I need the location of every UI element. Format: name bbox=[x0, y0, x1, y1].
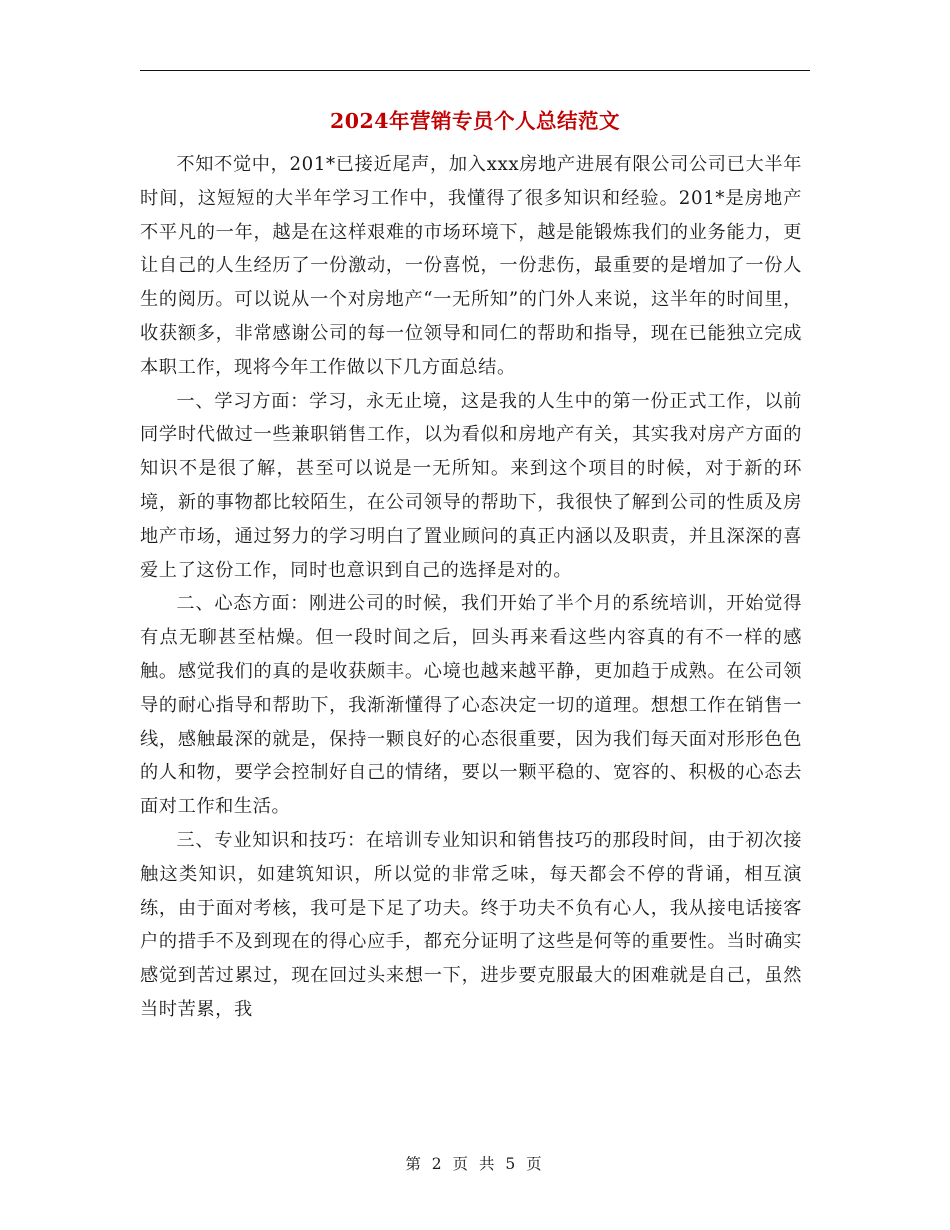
paragraph-skills: 三、专业知识和技巧：在培训专业知识和销售技巧的那段时间，由于初次接触这类知识，如建筑知识，所以觉的非常乏味，每天都会不停的背诵，相互演练，由于面对考核，我可是下足了功夫。终于功夫不负有心人，我从接电话接客户的措手不及到现在的得心应手，都充分证明了这些是何等的重要性。当时确实感觉到苦过累过，现在回过头来想一下，进步要克服最大的困难就是自己，虽然当时苦累，我 bbox=[140, 829, 802, 1020]
document-body bbox=[140, 148, 802, 1027]
document-title: 2024年营销专员个人总结范文 bbox=[329, 109, 621, 133]
paragraph-mindset: 二、心态方面：刚进公司的时候，我们开始了半个月的系统培训，开始觉得有点无聊甚至枯燥。但一段时间之后，回头再来看这些内容真的有不一样的感触。感觉我们的真的是收获颇丰。心境也越来越平静，更加趋于成熟。在公司领导的耐心指导和帮助下，我渐渐懂得了心态决定一切的道理。想想工作在销售一线，感触最深的就是，保持一颗良好的心态很重要，因为我们每天面对形形色色的人和物，要学会控制好自己的情绪，要以一颗平稳的、宽容的、积极的心态去面对工作和生活。 bbox=[140, 593, 802, 818]
header-rule bbox=[140, 70, 810, 71]
paragraph-learning: 一、学习方面：学习，永无止境，这是我的人生中的第一份正式工作，以前同学时代做过一些兼职销售工作，以为看似和房地产有关，其实我对房产方面的知识不是很了解，甚至可以说是一无所知。来到这个项目的时候，对于新的环境，新的事物都比较陌生，在公司领导的帮助下，我很快了解到公司的性质及房地产市场，通过努力的学习明白了置业顾问的真正内涵以及职责，并且深深的喜爱上了这份工作，同时也意识到自己的选择是对的。 bbox=[140, 390, 802, 581]
paragraph-intro: 不知不觉中，201*已接近尾声，加入xxx房地产进展有限公司公司已大半年时间，这短短的大半年学习工作中，我懂得了很多知识和经验。201*是房地产不平凡的一年，越是在这样艰难的市场环境下，越是能锻炼我们的业务能力，更让自己的人生经历了一份激动，一份喜悦，一份悲伤，最重要的是增加了一份人生的阅历。可以说从一个对房地产“一无所知”的门外人来说，这半年的时间里，收获额多，非常感谢公司的每一位领导和同仁的帮助和指导，现在已能独立完成本职工作，现将今年工作做以下几方面总结。 bbox=[140, 154, 802, 378]
page-footer: 第 2 页 共 5 页 bbox=[405, 1155, 545, 1173]
